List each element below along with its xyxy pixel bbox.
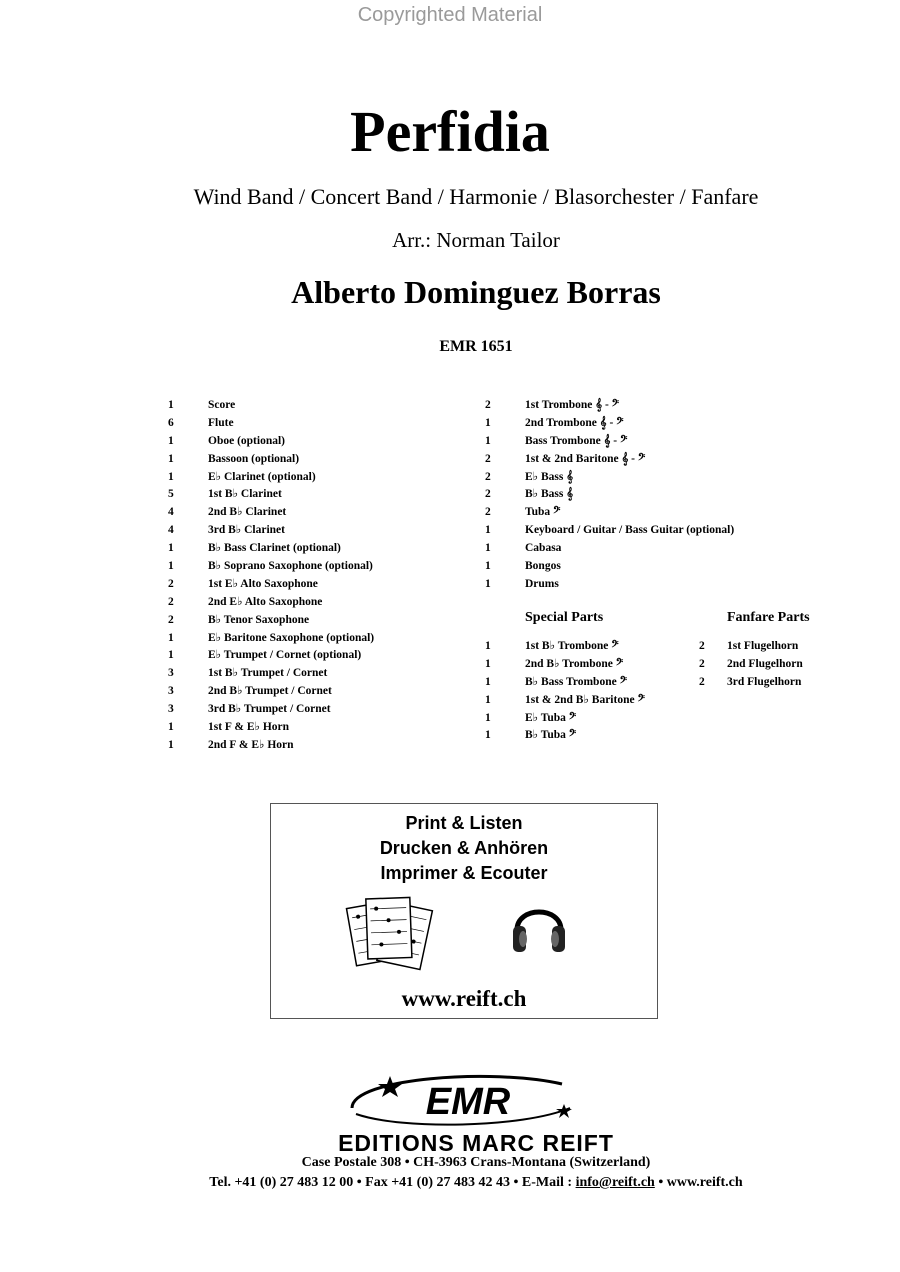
part-name: B♭ Bass Trombone 𝄢 [525,675,627,688]
instrument-row [168,558,468,576]
part-name: 1st E♭ Alto Saxophone [208,577,318,590]
part-name: Tuba 𝄢 [525,506,561,519]
promo-line-1: Print & Listen [405,813,523,833]
instrument-row [485,451,815,469]
part-quantity: 2 [168,613,174,626]
part-quantity: 1 [485,729,491,742]
special-parts-heading: Special Parts [525,610,604,625]
part-quantity: 1 [485,711,491,724]
part-name: 2nd Trombone 𝄞 - 𝄢 [525,416,624,429]
part-name: Cabasa [525,542,562,555]
part-name: 2nd B♭ Trumpet / Cornet [208,685,332,698]
composer: Alberto Dominguez Borras [291,274,661,310]
part-quantity: 1 [485,524,491,537]
part-quantity: 1 [168,738,174,751]
part-quantity: 2 [699,640,705,652]
part-name: 2nd F & E♭ Horn [208,738,294,751]
part-name: E♭ Bass 𝄞 [525,470,574,483]
part-name: E♭ Tuba 𝄢 [525,711,577,724]
special-parts-list [485,638,705,745]
part-quantity: 1 [168,560,174,573]
instrument-row [485,710,705,728]
instrument-list-left [168,397,468,755]
publisher-address: Case Postale 308 • CH-3963 Crans-Montana (Switzerland) [301,1155,651,1170]
instrument-row [168,522,468,540]
part-quantity: 1 [485,675,491,688]
arranger: Arr.: Norman Tailor [392,228,560,252]
part-quantity: 1 [168,452,174,465]
promo-url[interactable]: www.reift.ch [401,986,527,1011]
contact-web: • www.reift.ch [654,1175,743,1190]
part-name: 2nd B♭ Clarinet [208,506,287,519]
instrument-row [485,486,815,504]
instrument-row [168,433,468,451]
instrument-row [168,683,468,701]
part-name: 3rd Flugelhorn [727,675,802,688]
part-name: E♭ Clarinet (optional) [208,470,316,483]
instrument-row [485,415,815,433]
publisher-contact [0,1175,900,1191]
part-quantity: 2 [485,488,491,501]
fanfare-parts-heading: Fanfare Parts [727,610,810,625]
part-quantity: 1 [485,434,491,447]
part-quantity: 1 [485,640,491,652]
instrument-row [485,656,705,674]
subtitle: Wind Band / Concert Band / Harmonie / Blasorchester / Fanfare [193,184,759,209]
part-name: Oboe (optional) [208,434,285,447]
part-quantity: 1 [485,416,491,429]
instrument-row [168,469,468,487]
part-quantity: 6 [168,416,174,429]
part-quantity: 1 [485,560,491,573]
instrument-row [168,504,468,522]
part-name: 1st B♭ Trombone 𝄢 [525,640,619,652]
promo-line-2: Drucken & Anhören [379,838,549,858]
part-quantity: 2 [168,577,174,590]
part-name: B♭ Bass Clarinet (optional) [208,542,341,555]
fanfare-parts-list [699,638,849,692]
part-quantity: 1 [168,470,174,483]
part-quantity: 4 [168,524,174,537]
emr-logo [342,1068,582,1130]
instrument-row [168,719,468,737]
part-quantity: 2 [485,399,491,411]
part-quantity: 5 [168,488,174,501]
part-name: 3rd B♭ Trumpet / Cornet [208,703,331,716]
part-name: E♭ Baritone Saxophone (optional) [208,631,375,644]
part-quantity: 1 [168,631,174,644]
instrument-row [485,522,815,540]
part-name: 1st B♭ Trumpet / Cornet [208,667,328,680]
instrument-row [485,674,705,692]
part-name: Score [208,399,236,411]
instrument-row [168,630,468,648]
catalog-number: EMR 1651 [439,338,513,355]
part-quantity: 3 [168,667,174,680]
part-name: Bass Trombone 𝄞 - 𝄢 [525,434,628,447]
instrument-row [485,433,815,451]
part-name: 1st Trombone 𝄞 - 𝄢 [525,399,620,411]
part-name: Keyboard / Guitar / Bass Guitar (optional) [525,524,735,537]
instrument-row [168,415,468,433]
instrument-row [168,451,468,469]
part-quantity: 1 [168,434,174,447]
part-quantity: 1 [485,542,491,555]
part-quantity: 2 [168,595,174,608]
instrument-row [485,540,815,558]
contact-email-link[interactable]: info@reift.ch [575,1175,655,1190]
part-name: Bongos [525,560,561,573]
instrument-row [699,638,849,656]
part-name: E♭ Trumpet / Cornet (optional) [208,649,362,662]
part-name: Bassoon (optional) [208,452,300,465]
instrument-row [168,486,468,504]
part-name: Drums [525,577,559,590]
instrument-row [168,701,468,719]
instrument-row [168,612,468,630]
part-name: Flute [208,416,234,429]
part-name: 1st & 2nd B♭ Baritone 𝄢 [525,693,645,706]
part-name: 1st B♭ Clarinet [208,488,282,501]
part-quantity: 2 [699,675,705,688]
part-name: 1st F & E♭ Horn [208,721,290,734]
instrument-list-right [485,397,815,594]
part-quantity: 3 [168,703,174,716]
instrument-row [485,558,815,576]
part-quantity: 4 [168,506,174,519]
instrument-row [168,540,468,558]
emr-logo-text: EMR [425,1081,511,1123]
instrument-row [168,576,468,594]
instrument-row [485,727,705,745]
part-quantity: 1 [168,542,174,555]
part-name: 1st & 2nd Baritone 𝄞 - 𝄢 [525,452,646,465]
promo-line-3: Imprimer & Ecouter [380,863,548,883]
headphones-icon [509,892,569,958]
instrument-row [168,737,468,755]
instrument-row [168,647,468,665]
instrument-row [168,665,468,683]
part-name: 1st Flugelhorn [727,640,799,652]
part-quantity: 1 [485,693,491,706]
part-quantity: 2 [485,452,491,465]
instrument-row [168,397,468,415]
part-quantity: 1 [485,657,491,670]
part-quantity: 3 [168,685,174,698]
part-quantity: 2 [485,506,491,519]
publisher-name: EDITIONS MARC REIFT [338,1130,614,1156]
part-name: 2nd E♭ Alto Saxophone [208,595,323,608]
part-quantity: 1 [168,649,174,662]
watermark: Copyrighted Material [357,4,543,26]
part-name: B♭ Bass 𝄞 [525,488,574,501]
part-quantity: 2 [485,470,491,483]
instrument-row [485,397,815,415]
part-quantity: 1 [168,721,174,734]
instrument-row [699,656,849,674]
part-name: 3rd B♭ Clarinet [208,524,285,537]
part-name: 2nd Flugelhorn [727,657,803,670]
sheet-music-icon [345,892,449,976]
instrument-row [485,469,815,487]
instrument-row [168,594,468,612]
part-name: B♭ Soprano Saxophone (optional) [208,560,373,573]
instrument-row [485,576,815,594]
instrument-row [699,674,849,692]
contact-phone-fax: Tel. +41 (0) 27 483 12 00 • Fax +41 (0) 27 483 42 43 • E-Mail : [209,1175,576,1190]
instrument-row [485,504,815,522]
page-title: Perfidia [350,99,550,164]
part-quantity: 1 [485,577,491,590]
part-quantity: 1 [168,399,174,411]
part-name: B♭ Tenor Saxophone [208,613,310,626]
instrument-row [485,638,705,656]
part-name: B♭ Tuba 𝄢 [525,729,577,742]
print-listen-box [270,803,658,1019]
part-quantity: 2 [699,657,705,670]
instrument-row [485,692,705,710]
part-name: 2nd B♭ Trombone 𝄢 [525,657,624,670]
